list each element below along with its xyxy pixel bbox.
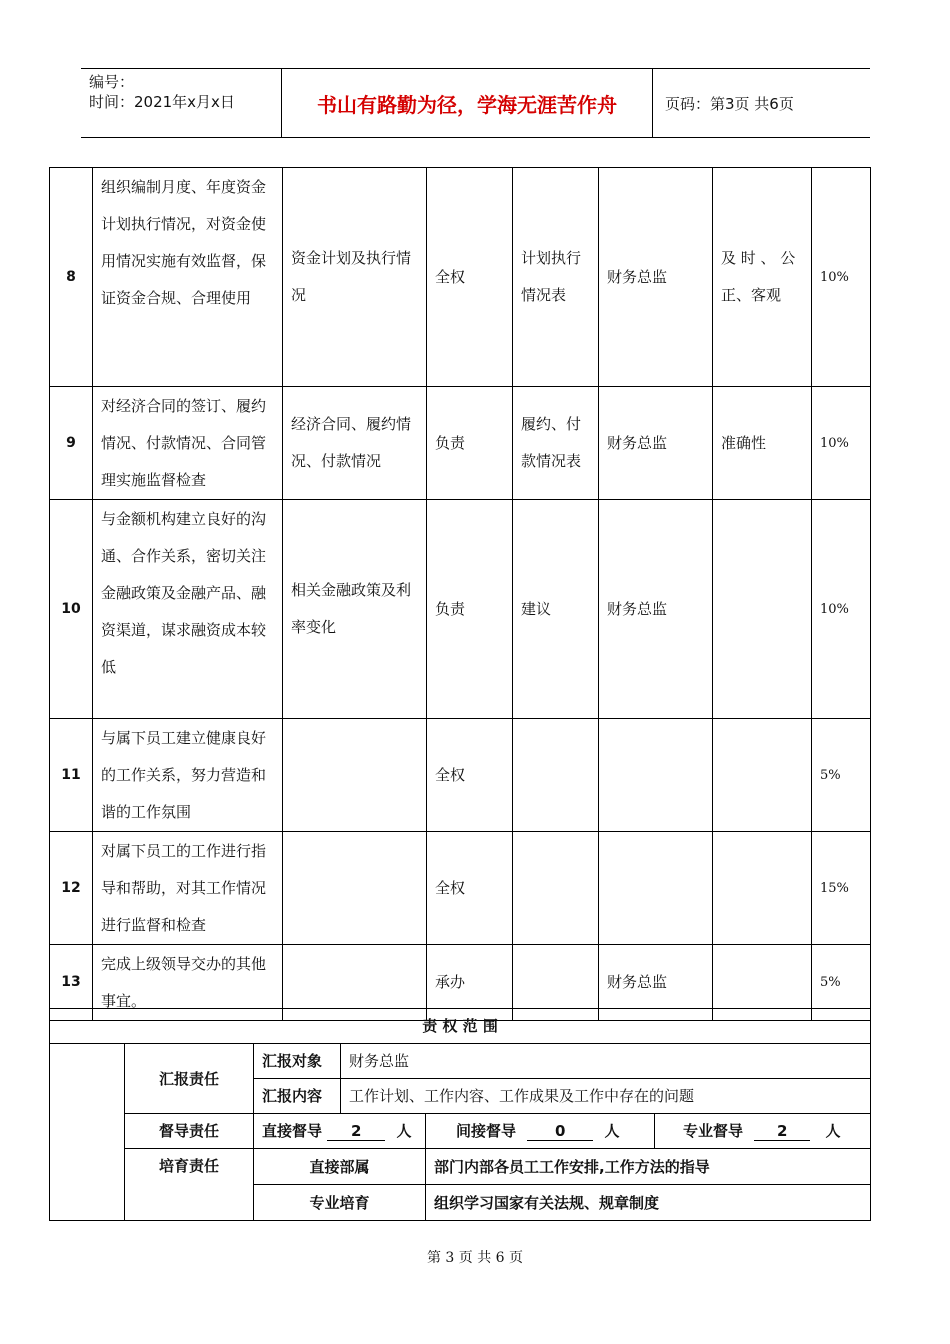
cultivate-label: 培育责任 [125,1149,254,1221]
pro-supervise [655,1114,871,1149]
direct-supervise-label: 直接督导 [262,1121,323,1140]
scope-cell: 经济合同、履约情况、付款情况 [283,387,427,500]
report-target-value: 财务总监 [341,1044,871,1079]
row-number: 8 [50,168,93,387]
row-number: 9 [50,387,93,500]
standard-cell: 及 时 、 公正、客观 [713,168,812,387]
page-footer: 第 3 页 共 6 页 [426,1250,524,1266]
indirect-supervise-label: 间接督导 [456,1121,517,1140]
page-info: 页码：第3页 共6页 [665,94,794,113]
pro-supervise-value: 2 [754,1122,810,1141]
report-target-label: 汇报对象 [254,1044,341,1079]
cultivate-pro-value: 组织学习国家有关法规、规章制度 [426,1185,871,1221]
output-cell [513,719,599,832]
page-header [81,68,870,138]
row-number: 10 [50,500,93,719]
reviewer-cell: 财务总监 [599,387,713,500]
authority-cell: 全权 [427,168,513,387]
output-cell: 建议 [513,500,599,719]
weight-cell: 5% [812,719,871,832]
authority-cell: 全权 [427,832,513,945]
reviewer-cell [599,719,713,832]
scope-cell [283,719,427,832]
weight-cell: 10% [812,168,871,387]
motto: 书山有路勤为径，学海无涯苦作舟 [282,69,653,137]
scope-cell [283,832,427,945]
weight-cell: 10% [812,500,871,719]
blank-cell [50,1044,125,1221]
task-cell: 组织编制月度、年度资金计划执行情况，对资金使用情况实施有效监督，保证资金合规、合理使用 [93,168,283,387]
output-cell [513,832,599,945]
row-number: 11 [50,719,93,832]
table-row [50,832,871,945]
weight-cell: 5% [812,945,871,1021]
cultivate-pro-label: 专业培育 [254,1185,426,1221]
indirect-supervise [426,1114,655,1149]
row-number: 13 [50,945,93,1021]
table-row [50,387,871,500]
task-cell: 对属下员工的工作进行指导和帮助，对其工作情况进行监督和检查 [93,832,283,945]
unit-2: 人 [604,1121,620,1140]
reviewer-cell: 财务总监 [599,168,713,387]
report-content-label: 汇报内容 [254,1079,341,1114]
weight-cell: 15% [812,832,871,945]
scope-cell: 相关金融政策及利率变化 [283,500,427,719]
responsibility-table [49,1008,871,1221]
unit-3: 人 [825,1121,841,1140]
pro-supervise-label: 专业督导 [683,1121,744,1140]
reviewer-cell [599,832,713,945]
date-line: 时间：2021年x月x日 [89,93,235,111]
task-cell: 与金额机构建立良好的沟通、合作关系，密切关注金融政策及金融产品、融资渠道，谋求融资成本较低 [93,500,283,719]
standard-cell: 准确性 [713,387,812,500]
doc-number-label: 编号： [89,73,135,91]
cultivate-direct-value: 部门内部各员工工作安排,工作方法的指导 [426,1149,871,1185]
indirect-supervise-value: 0 [527,1122,593,1141]
output-cell: 履约、付款情况表 [513,387,599,500]
row-number: 12 [50,832,93,945]
authority-cell: 全权 [427,719,513,832]
table-row [50,168,871,387]
reviewer-cell: 财务总监 [599,500,713,719]
direct-supervise [254,1114,426,1149]
scope-cell: 资金计划及执行情况 [283,168,427,387]
authority-cell: 承办 [427,945,513,1021]
cultivate-direct-label: 直接部属 [254,1149,426,1185]
direct-supervise-value: 2 [327,1122,385,1141]
task-cell: 对经济合同的签订、履约情况、付款情况、合同管理实施监督检查 [93,387,283,500]
task-cell: 与属下员工建立健康良好的工作关系，努力营造和谐的工作氛围 [93,719,283,832]
weight-cell: 10% [812,387,871,500]
duty-table [49,167,871,1021]
table-row [50,719,871,832]
supervise-label: 督导责任 [125,1114,254,1149]
authority-cell: 负责 [427,387,513,500]
standard-cell [713,832,812,945]
task-cell: 完成上级领导交办的其他事宜。 [93,945,283,1021]
output-cell: 计划执行情况表 [513,168,599,387]
table-row [50,500,871,719]
report-label: 汇报责任 [125,1044,254,1114]
unit-1: 人 [396,1121,412,1140]
header-left [81,69,282,137]
standard-cell [713,719,812,832]
authority-cell: 负责 [427,500,513,719]
responsibility-title: 责 权 范 围 [50,1009,871,1044]
reviewer-cell: 财务总监 [599,945,713,1021]
report-content-value: 工作计划、工作内容、工作成果及工作中存在的问题 [341,1079,871,1114]
standard-cell [713,500,812,719]
